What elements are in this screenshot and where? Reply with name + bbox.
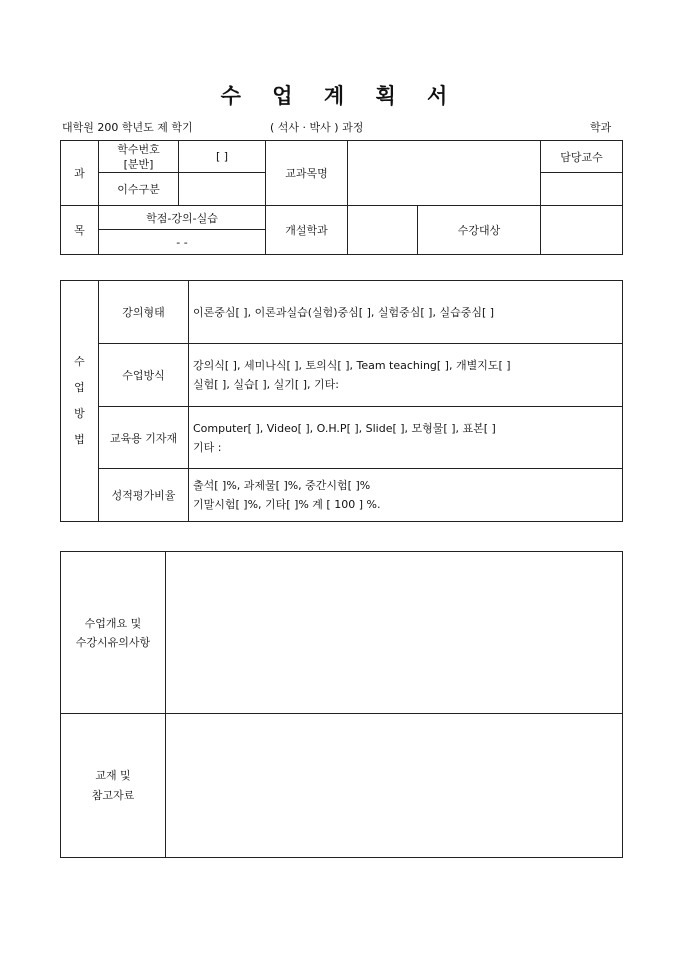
overview-label-line-1: 수업개요 및: [84, 616, 142, 630]
division-field[interactable]: [ ]: [179, 141, 266, 173]
lecture-type-options-text: 이론중심[ ], 이론과실습(실험)중심[ ], 실험중심[ ], 실습중심[ ]: [193, 305, 495, 319]
professor-label: 담당교수: [541, 141, 623, 173]
opening-dept-label: 개설학과: [266, 206, 348, 255]
course-name-field[interactable]: [348, 141, 541, 206]
equipment-label: 교육용 기자재: [99, 407, 189, 469]
overview-label: [61, 552, 166, 714]
method-side-char-3: 방: [74, 407, 85, 420]
method-side-char-4: 법: [74, 433, 85, 446]
page-title: 수 업 계 획 서: [220, 83, 460, 108]
credit-hours-label: 학점-강의-실습: [99, 206, 266, 230]
grading-line-1: 출석[ ]%, 과제물[ ]%, 중간시험[ ]%: [193, 479, 371, 492]
lecture-type-options[interactable]: [189, 281, 623, 344]
course-side-label-top: 과: [61, 141, 99, 206]
target-students-label: 수강대상: [418, 206, 541, 255]
overview-label-line-2: 수강시유의사항: [75, 635, 151, 649]
course-name-label: 교과목명: [266, 141, 348, 206]
course-code-label: [99, 141, 179, 173]
method-side-char-1: 수: [74, 355, 85, 368]
division-label-text: [분반]: [123, 157, 154, 171]
textbook-field[interactable]: [166, 714, 623, 858]
equipment-options[interactable]: [189, 407, 623, 469]
professor-field[interactable]: [541, 173, 623, 206]
textbook-label-line-1: 교재 및: [95, 768, 131, 782]
teaching-style-line-2: 실험[ ], 실습[ ], 실기[ ], 기타:: [193, 378, 339, 391]
course-description-table: [60, 551, 623, 858]
grading-ratio-label: 성적평가비율: [99, 469, 189, 522]
opening-dept-field[interactable]: [348, 206, 418, 255]
teaching-style-options[interactable]: [189, 344, 623, 407]
course-type-field[interactable]: [179, 173, 266, 206]
course-side-label-bottom: 목: [61, 206, 99, 255]
teaching-method-table: [60, 280, 623, 522]
grading-line-2: 기말시험[ ]%, 기타[ ]% 계 [ 100 ] %.: [193, 498, 381, 511]
target-students-field[interactable]: [541, 206, 623, 255]
equipment-line-2: 기타 :: [193, 440, 222, 454]
header-academic-term: 대학원 200 학년도 제 학기: [62, 121, 193, 134]
lecture-type-label: 강의형태: [99, 281, 189, 344]
textbook-label: [61, 714, 166, 858]
course-info-table: [60, 140, 623, 255]
overview-field[interactable]: [166, 552, 623, 714]
credit-hours-field[interactable]: - -: [99, 230, 266, 255]
method-side-label: [61, 281, 99, 522]
header-department: 학과: [590, 121, 612, 134]
equipment-line-1: Computer[ ], Video[ ], O.H.P[ ], Slide[ ], 모형물[ ], 표본[ ]: [193, 421, 496, 435]
method-side-char-2: 업: [74, 381, 85, 394]
textbook-label-line-2: 참고자료: [91, 788, 135, 802]
course-code-label-text: 학수번호: [117, 142, 160, 156]
grading-ratio-fields[interactable]: [189, 469, 623, 522]
teaching-style-line-1: 강의식[ ], 세미나식[ ], 토의식[ ], Team teaching[ ], 개별지도[ ]: [193, 359, 511, 372]
teaching-style-label: 수업방식: [99, 344, 189, 407]
header-degree: ( 석사 · 박사 ) 과정: [270, 121, 364, 134]
course-type-label: 이수구분: [99, 173, 179, 206]
